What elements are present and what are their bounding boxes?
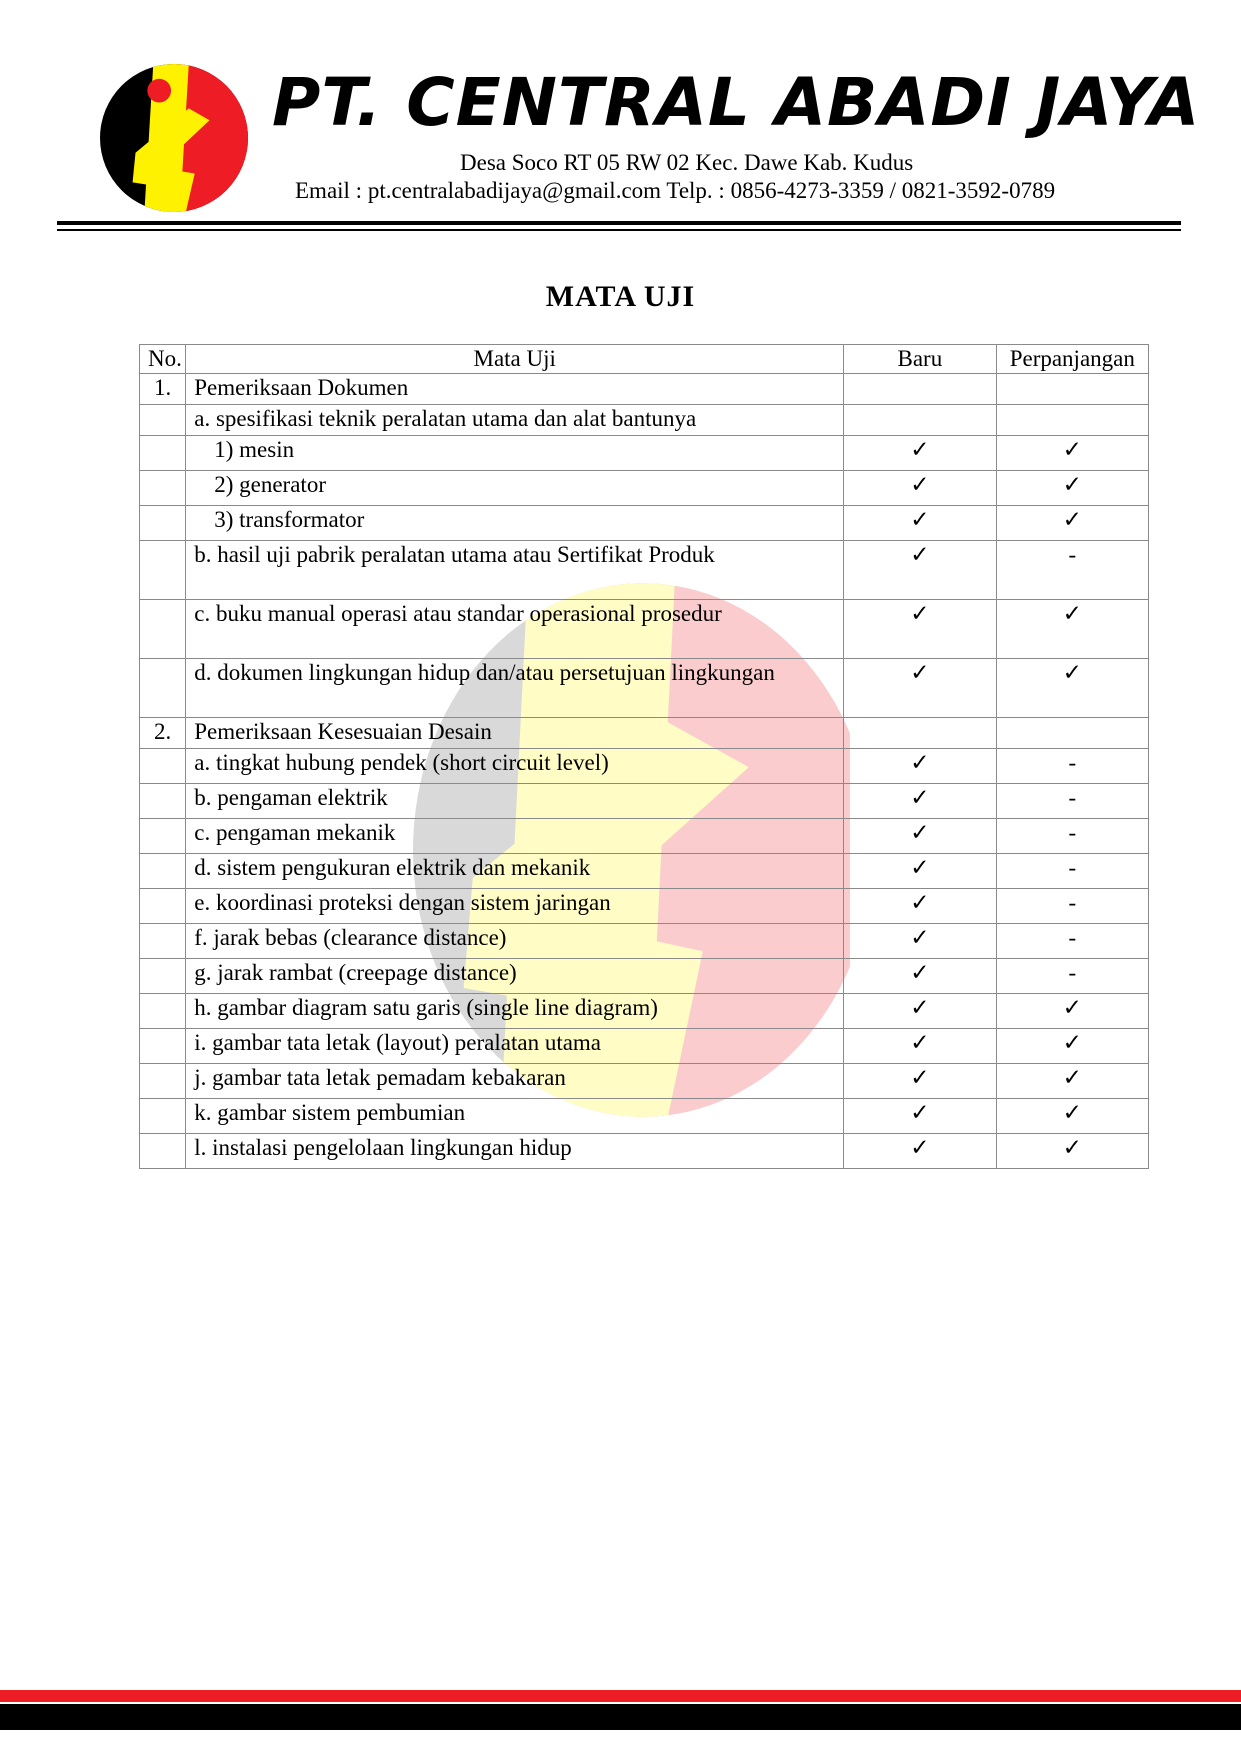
row-item: a. spesifikasi teknik peralatan utama dan alat bantunya	[186, 405, 844, 436]
table-row	[140, 405, 1149, 436]
header-rule-thick	[57, 221, 1181, 225]
row-perpanjangan: -	[996, 541, 1148, 600]
row-perpanjangan: ✓	[996, 994, 1148, 1029]
row-item: g. jarak rambat (creepage distance)	[186, 959, 844, 994]
row-item: a. tingkat hubung pendek (short circuit level)	[186, 749, 844, 784]
header-perpanjangan: Perpanjangan	[996, 345, 1148, 374]
row-baru: ✓	[844, 541, 996, 600]
header-baru: Baru	[844, 345, 996, 374]
row-baru: ✓	[844, 924, 996, 959]
row-baru: ✓	[844, 1134, 996, 1169]
row-no	[140, 1099, 186, 1134]
company-name: PT. CENTRAL ABADI JAYA	[272, 64, 1201, 141]
row-no	[140, 994, 186, 1029]
table-row	[140, 541, 1149, 600]
row-item: Pemeriksaan Kesesuaian Desain	[186, 718, 844, 749]
table-row	[140, 1029, 1149, 1064]
footer-bar-black	[0, 1704, 1241, 1730]
row-item: 2) generator	[186, 471, 844, 506]
row-item: d. dokumen lingkungan hidup dan/atau persetujuan lingkungan	[186, 659, 844, 718]
company-logo	[100, 64, 248, 212]
row-no	[140, 1029, 186, 1064]
row-baru: ✓	[844, 994, 996, 1029]
table-row	[140, 600, 1149, 659]
table-row	[140, 718, 1149, 749]
row-perpanjangan: -	[996, 784, 1148, 819]
document-title: MATA UJI	[545, 280, 696, 313]
row-no	[140, 819, 186, 854]
row-item: e. koordinasi proteksi dengan sistem jaringan	[186, 889, 844, 924]
table-row	[140, 749, 1149, 784]
footer-bar-red	[0, 1690, 1241, 1702]
row-item: c. buku manual operasi atau standar operasional prosedur	[186, 600, 844, 659]
row-baru: ✓	[844, 1064, 996, 1099]
table-row	[140, 924, 1149, 959]
row-perpanjangan: ✓	[996, 659, 1148, 718]
row-no	[140, 854, 186, 889]
header-rule-thin	[57, 229, 1181, 231]
table-row	[140, 506, 1149, 541]
row-baru: ✓	[844, 1029, 996, 1064]
mata-uji-table	[139, 344, 1149, 1169]
table-header-row	[140, 345, 1149, 374]
header-mata-uji: Mata Uji	[186, 345, 844, 374]
row-no: 1.	[140, 374, 186, 405]
row-perpanjangan: -	[996, 889, 1148, 924]
table-row	[140, 436, 1149, 471]
row-perpanjangan: ✓	[996, 1134, 1148, 1169]
table-row	[140, 1064, 1149, 1099]
row-perpanjangan: -	[996, 924, 1148, 959]
table-row	[140, 471, 1149, 506]
row-item: l. instalasi pengelolaan lingkungan hidup	[186, 1134, 844, 1169]
row-baru: ✓	[844, 659, 996, 718]
table-row	[140, 854, 1149, 889]
table-row	[140, 659, 1149, 718]
row-no: 2.	[140, 718, 186, 749]
row-perpanjangan: ✓	[996, 1029, 1148, 1064]
row-no	[140, 436, 186, 471]
row-baru: ✓	[844, 749, 996, 784]
row-baru	[844, 718, 996, 749]
table-row	[140, 994, 1149, 1029]
row-item: b. hasil uji pabrik peralatan utama atau Sertifikat Produk	[186, 541, 844, 600]
table-row	[140, 1134, 1149, 1169]
row-baru: ✓	[844, 819, 996, 854]
row-item: d. sistem pengukuran elektrik dan mekanik	[186, 854, 844, 889]
row-perpanjangan: ✓	[996, 471, 1148, 506]
row-no	[140, 405, 186, 436]
row-baru: ✓	[844, 506, 996, 541]
row-baru: ✓	[844, 959, 996, 994]
row-baru: ✓	[844, 854, 996, 889]
row-perpanjangan: ✓	[996, 1099, 1148, 1134]
row-no	[140, 749, 186, 784]
row-perpanjangan: ✓	[996, 506, 1148, 541]
row-perpanjangan: -	[996, 749, 1148, 784]
row-item: j. gambar tata letak pemadam kebakaran	[186, 1064, 844, 1099]
table-row	[140, 889, 1149, 924]
row-perpanjangan: ✓	[996, 600, 1148, 659]
header-no: No.	[140, 345, 186, 374]
row-perpanjangan	[996, 374, 1148, 405]
row-item: h. gambar diagram satu garis (single line diagram)	[186, 994, 844, 1029]
row-baru: ✓	[844, 784, 996, 819]
row-no	[140, 784, 186, 819]
row-item: f. jarak bebas (clearance distance)	[186, 924, 844, 959]
table-row	[140, 374, 1149, 405]
row-no	[140, 471, 186, 506]
row-baru	[844, 374, 996, 405]
row-item: c. pengaman mekanik	[186, 819, 844, 854]
row-no	[140, 959, 186, 994]
row-perpanjangan: ✓	[996, 436, 1148, 471]
row-item: i. gambar tata letak (layout) peralatan utama	[186, 1029, 844, 1064]
row-no	[140, 924, 186, 959]
row-baru: ✓	[844, 1099, 996, 1134]
table-row	[140, 959, 1149, 994]
row-baru: ✓	[844, 436, 996, 471]
table-row	[140, 819, 1149, 854]
row-perpanjangan: -	[996, 854, 1148, 889]
row-baru: ✓	[844, 889, 996, 924]
row-no	[140, 889, 186, 924]
row-item: 1) mesin	[186, 436, 844, 471]
row-perpanjangan: -	[996, 819, 1148, 854]
row-baru: ✓	[844, 471, 996, 506]
row-no	[140, 506, 186, 541]
company-address: Desa Soco RT 05 RW 02 Kec. Dawe Kab. Kudus	[460, 150, 914, 175]
row-item: b. pengaman elektrik	[186, 784, 844, 819]
row-no	[140, 1134, 186, 1169]
row-no	[140, 600, 186, 659]
row-perpanjangan: -	[996, 959, 1148, 994]
row-item: 3) transformator	[186, 506, 844, 541]
row-perpanjangan	[996, 405, 1148, 436]
row-perpanjangan: ✓	[996, 1064, 1148, 1099]
row-perpanjangan	[996, 718, 1148, 749]
row-baru: ✓	[844, 600, 996, 659]
row-baru	[844, 405, 996, 436]
row-item: k. gambar sistem pembumian	[186, 1099, 844, 1134]
row-no	[140, 541, 186, 600]
table-row	[140, 1099, 1149, 1134]
table-row	[140, 784, 1149, 819]
row-item: Pemeriksaan Dokumen	[186, 374, 844, 405]
row-no	[140, 1064, 186, 1099]
company-contact: Email : pt.centralabadijaya@gmail.com Telp. : 0856-4273-3359 / 0821-3592-0789	[295, 178, 1056, 203]
row-no	[140, 659, 186, 718]
